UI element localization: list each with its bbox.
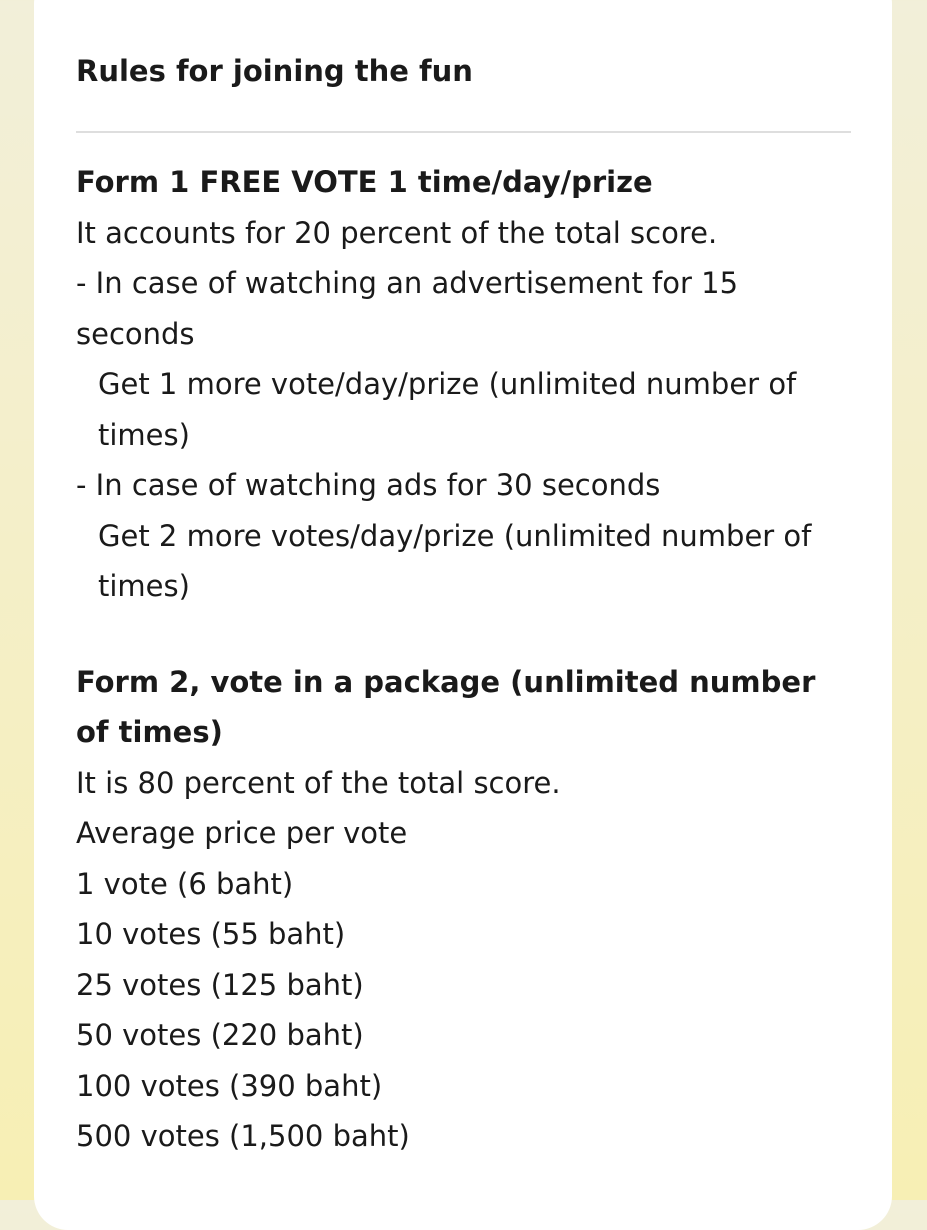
rules-card [34,0,892,1230]
package-item: 100 votes (390 baht) [76,1068,383,1103]
package-item: 25 votes (125 baht) [76,967,364,1002]
form1-case-30-reward: Get 2 more votes/day/prize (unlimited number of times) [98,518,812,603]
card-title: Rules for joining the fun [76,54,473,88]
form2-heading: Form 2, vote in a package (unlimited number of times) [76,664,816,749]
section-spacer [76,612,851,657]
form1-case-15-seconds: - In case of watching an advertisement for 15 seconds [76,266,739,351]
form1-case-30-seconds: - In case of watching ads for 30 seconds [76,468,661,502]
package-item: 1 vote (6 baht) [76,866,294,901]
form1-score-note: It accounts for 20 percent of the total score. [76,215,718,250]
form1-case-15-reward: Get 1 more vote/day/prize (unlimited number of times) [98,367,797,452]
rules-content [76,157,851,1162]
form2-section [76,657,851,1162]
package-item: 50 votes (220 baht) [76,1018,364,1052]
form2-score-note: It is 80 percent of the total score. [76,765,561,800]
divider [76,131,851,133]
form2-price-label: Average price per vote [76,816,408,850]
form1-section [76,157,851,612]
package-item: 10 votes (55 baht) [76,917,346,951]
package-item: 500 votes (1,500 baht) [76,1119,410,1153]
form1-heading: Form 1 FREE VOTE 1 time/day/prize [76,165,653,199]
